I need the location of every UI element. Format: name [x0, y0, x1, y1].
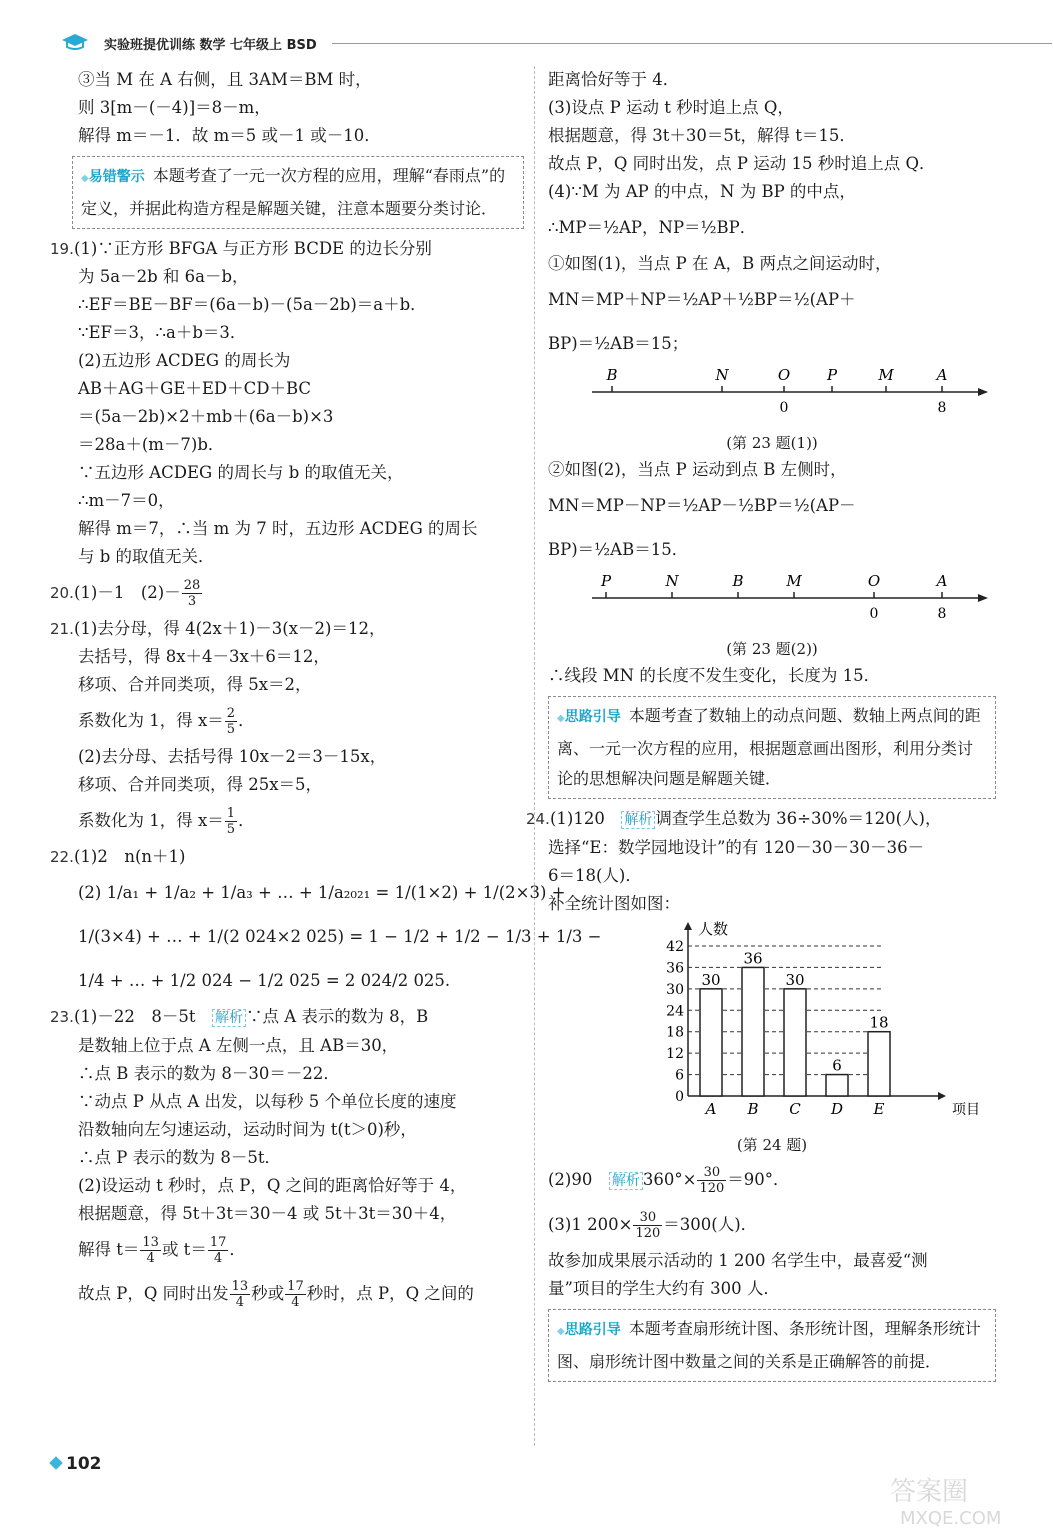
- book-title: 实验班提优训练 数学 七年级上 BSD: [104, 38, 317, 53]
- q23-line5: 沿数轴向左匀速运动，运动时间为 t(t＞0)秒，: [78, 1120, 417, 1139]
- q24-line7: 故参加成果展示活动的 1 200 名学生中，最喜爱“测: [548, 1251, 928, 1270]
- figure-caption-24: (第 24 题): [736, 1136, 808, 1154]
- x-tick-C: C: [789, 1100, 801, 1118]
- q23-line1: 23.(1)－22 8－5t 解析 ∵点 A 表示的数为 8，B: [50, 1007, 429, 1026]
- q24-line6: (3)1 200× $\frac{30}{120}$ ＝300(人)．: [548, 1210, 758, 1241]
- y-tick-6: 6: [675, 1067, 684, 1084]
- column-divider: [534, 66, 535, 1446]
- header-rule: [332, 43, 1052, 44]
- q18-line1: ③当 M 在 A 右侧，且 3AM＝BM 时，: [78, 70, 372, 89]
- q23-line6: ∴点 P 表示的数为 8－5t．: [78, 1148, 281, 1167]
- tip-box-thinking-guide-2: [548, 1309, 996, 1382]
- q20-line: 20.(1)－1 (2)－ $\frac{28}{3}$: [50, 578, 201, 609]
- bar-E: [868, 1032, 890, 1096]
- q23-line10: 故点 P，Q 同时出发 $\frac{13}{4}$ 秒或 $\frac{17}{4}$ 秒时，点 P，Q 之间的: [78, 1279, 474, 1310]
- tip-tag: ◆ 思路引导: [557, 709, 621, 725]
- q21-line4: 系数化为 1，得 x＝ $\frac{2}{5}$ ．: [78, 706, 255, 737]
- q21-line1: 21.(1)去分母，得 4(2x＋1)－3(x－2)＝12，: [50, 619, 386, 638]
- q18-line2: 则 3[m－(－4)]＝8－m，: [78, 98, 271, 117]
- tip-tag: ◆ 思路引导: [557, 1322, 621, 1338]
- q19-line7: ＝(5a－2b)×2＋mb＋(6a－b)×3: [78, 407, 334, 426]
- q21-line3: 移项、合并同类项，得 5x＝2，: [78, 675, 312, 694]
- nl1-label-N: N: [715, 368, 729, 384]
- q19-line11: 解得 m＝7，∴当 m 为 7 时，五边形 ACDEG 的周长: [78, 519, 478, 538]
- tip-text: 本题考查扇形统计图、条形统计图，理解条形统计图、扇形统计图中数量之间的关系是正确解答的前提．: [557, 1319, 981, 1371]
- analysis-tag: 解析: [621, 811, 655, 829]
- fraction: $\frac{28}{3}$: [183, 578, 201, 609]
- nl1-label-A: A: [936, 368, 948, 384]
- q19-line3: ∴EF＝BE－BF＝(6a－b)－(5a－2b)＝a＋b．: [78, 295, 427, 314]
- bar-label-C: 30: [785, 970, 805, 989]
- y-tick-30: 30: [666, 981, 684, 998]
- q23c-line11: MN＝MP－NP＝½AP－½BP＝½(AP－: [548, 496, 856, 515]
- figure-caption-23-1: (第 23 题(1)): [726, 434, 818, 452]
- q19-line9: ∵五边形 ACDEG 的周长与 b 的取值无关，: [78, 463, 404, 482]
- bar-label-D: 6: [832, 1056, 842, 1075]
- q23c-line3: 根据题意，得 3t＋30＝5t，解得 t＝15．: [548, 126, 856, 145]
- q24-line5: (2)90 解析 360°× $\frac{30}{120}$ ＝90°．: [548, 1165, 790, 1196]
- q23c-line6: ∴MP＝½AP，NP＝½BP．: [548, 218, 757, 237]
- y-tick-24: 24: [666, 1003, 684, 1020]
- q21-line6: 移项、合并同类项，得 25x＝5，: [78, 775, 323, 794]
- q23-line4: ∵动点 P 从点 A 出发，以每秒 5 个单位长度的速度: [78, 1092, 457, 1111]
- watermark-top: 答案圈: [890, 1477, 969, 1507]
- bar-B: [742, 967, 764, 1096]
- bar-label-A: 30: [701, 970, 721, 989]
- tip-tag: ◆ 易错警示: [81, 169, 145, 185]
- q23c-line2: (3)设点 P 运动 t 秒时追上点 Q，: [548, 98, 794, 117]
- y-tick-18: 18: [666, 1024, 684, 1041]
- nl1-label-P: P: [826, 368, 838, 384]
- nl2-label-O: O: [867, 574, 881, 590]
- q23c-line9: BP)＝½AB＝15；: [548, 334, 689, 353]
- q23c-line8: MN＝MP＋NP＝½AP＋½BP＝½(AP＋: [548, 290, 856, 309]
- watermark-bottom: MXQE.COM: [900, 1508, 1002, 1529]
- y-tick-42: 42: [666, 939, 684, 955]
- figure-caption-23-2: (第 23 题(2)): [726, 640, 818, 658]
- q19-line1: 19.(1)∵正方形 BFGA 与正方形 BCDE 的边长分别: [72, 235, 524, 263]
- q24-line8: 量”项目的学生大约有 300 人．: [548, 1279, 780, 1298]
- q19-line10: ∴m－7＝0，: [78, 491, 175, 510]
- nl1-value-0: 0: [779, 400, 789, 416]
- bar-label-B: 36: [743, 949, 763, 968]
- tip-box-error-warning: [72, 156, 524, 229]
- x-axis-label: 项目: [952, 1102, 980, 1118]
- q23-line3: ∴点 B 表示的数为 8－30＝－22．: [78, 1064, 340, 1083]
- y-tick-0: 0: [675, 1089, 684, 1105]
- q24-line2: 选择“E：数学园地设计”的有 120－30－30－36－: [548, 838, 925, 857]
- x-tick-B: B: [747, 1100, 759, 1118]
- q23c-line10: ②如图(2)，当点 P 运动到点 B 左侧时，: [548, 460, 847, 479]
- nl2-label-B: B: [732, 574, 744, 590]
- x-tick-A: A: [705, 1100, 717, 1118]
- q23c-line12: BP)＝½AB＝15．: [548, 540, 689, 559]
- q23c-line5: (4)∵M 为 AP 的中点，N 为 BP 的中点，: [548, 182, 856, 201]
- q22-line1: 22.(1)2 n(n＋1): [50, 847, 186, 866]
- nl1-value-8: 8: [937, 400, 947, 416]
- nl2-label-P: P: [600, 574, 612, 590]
- q24-line3: 6＝18(人)．: [548, 866, 642, 885]
- number-line-2: [548, 574, 988, 634]
- q19-line4: ∵EF＝3，∴a＋b＝3．: [78, 323, 247, 342]
- bar-A: [700, 989, 722, 1096]
- q18-line3: 解得 m＝－1．故 m＝5 或－1 或－10．: [78, 126, 381, 145]
- page-number: 102: [50, 1454, 102, 1474]
- y-tick-12: 12: [666, 1046, 684, 1063]
- q22-line4: 1/4 + … + 1/2 024 − 1/2 025 = 2 024/2 025.: [78, 971, 451, 990]
- nl2-value-0: 0: [869, 606, 879, 622]
- q21-line5: (2)去分母、去括号得 10x－2＝3－15x，: [78, 747, 387, 766]
- q19-line6: AB＋AG＋GE＋ED＋CD＋BC: [78, 379, 312, 398]
- q19-line8: ＝28a＋(m－7)b．: [78, 435, 225, 454]
- q24-line1: 24.(1)120 解析 调查学生总数为 36÷30%＝120(人)，: [526, 809, 942, 828]
- watermark-logo: [870, 1470, 1040, 1530]
- nl2-label-M: M: [786, 574, 802, 590]
- q23c-line4: 故点 P，Q 同时出发，点 P 运动 15 秒时追上点 Q．: [548, 154, 936, 173]
- number-line-1: [548, 368, 988, 428]
- bar-D: [826, 1075, 848, 1096]
- book-logo-icon: [60, 32, 90, 52]
- analysis-tag: 解析: [212, 1009, 246, 1027]
- q21-line2: 去括号，得 8x＋4－3x＋6＝12，: [78, 647, 330, 666]
- analysis-tag: 解析: [609, 1172, 643, 1190]
- q22-line3: 1/(3×4) + … + 1/(2 024×2 025) = 1 − 1/2 + 1/2 − 1/3 + 1/3 −: [78, 927, 602, 946]
- q23c-line1: 距离恰好等于 4．: [548, 70, 680, 89]
- y-axis-arrow: [684, 922, 692, 930]
- y-tick-36: 36: [666, 960, 684, 977]
- nl1-label-O: O: [777, 368, 791, 384]
- nl2-label-N: N: [665, 574, 679, 590]
- y-axis-label: 人数: [698, 920, 729, 938]
- q23c-line7: ①如图(1)，当点 P 在 A，B 两点之间运动时，: [548, 254, 892, 273]
- nl2-value-8: 8: [937, 606, 947, 622]
- x-tick-E: E: [873, 1100, 885, 1118]
- page-header: [60, 32, 1000, 54]
- x-tick-D: D: [830, 1100, 844, 1118]
- bar-label-E: 18: [869, 1013, 889, 1032]
- q23-line9: 解得 t＝ $\frac{13}{4}$ 或 t＝ $\frac{17}{4}$ ．: [78, 1235, 246, 1266]
- q23-line2: 是数轴上位于点 A 左侧一点，且 AB＝30，: [78, 1036, 399, 1055]
- nl2-label-A: A: [936, 574, 948, 590]
- q19-line2: 为 5a－2b 和 6a－b，: [78, 267, 249, 286]
- nl1-label-B: B: [606, 368, 618, 384]
- tip-box-thinking-guide-1: [548, 696, 996, 799]
- q22-line2: (2) 1/a₁ + 1/a₂ + 1/a₃ + … + 1/a₂₀₂₁ = 1/(1×2) + 1/(2×3) +: [78, 883, 566, 902]
- nl1-label-M: M: [878, 368, 894, 384]
- question-number: 19.: [50, 240, 74, 258]
- right-column: [526, 66, 996, 1388]
- q23-line7: (2)设运动 t 秒时，点 P，Q 之间的距离恰好等于 4，: [78, 1176, 467, 1195]
- q19-line5: (2)五边形 ACDEG 的周长为: [78, 351, 291, 370]
- q21-line7: 系数化为 1，得 x＝ $\frac{1}{5}$ ．: [78, 806, 255, 837]
- q23-line8: 根据题意，得 5t＋3t＝30－4 或 5t＋3t＝30＋4，: [78, 1204, 457, 1223]
- tip-text: 本题考查了一元一次方程的应用，理解“春雨点”的定义，并据此构造方程是解题关键，注意本题要分类讨论．: [81, 166, 506, 218]
- q23c-line13: ∴线段 MN 的长度不发生变化，长度为 15．: [548, 666, 881, 685]
- bar-chart: [548, 920, 988, 1130]
- q19-line12: 与 b 的取值无关．: [78, 547, 215, 566]
- x-axis-arrow: [938, 1092, 946, 1100]
- tip-text: 本题考查了数轴上的动点问题、数轴上两点间的距离、一元一次方程的应用，根据题意画出图形，利用分类讨论的思想解决问题是解题关键．: [557, 706, 981, 788]
- q24-line4: 补全统计图如图：: [548, 894, 680, 913]
- bar-C: [784, 989, 806, 1096]
